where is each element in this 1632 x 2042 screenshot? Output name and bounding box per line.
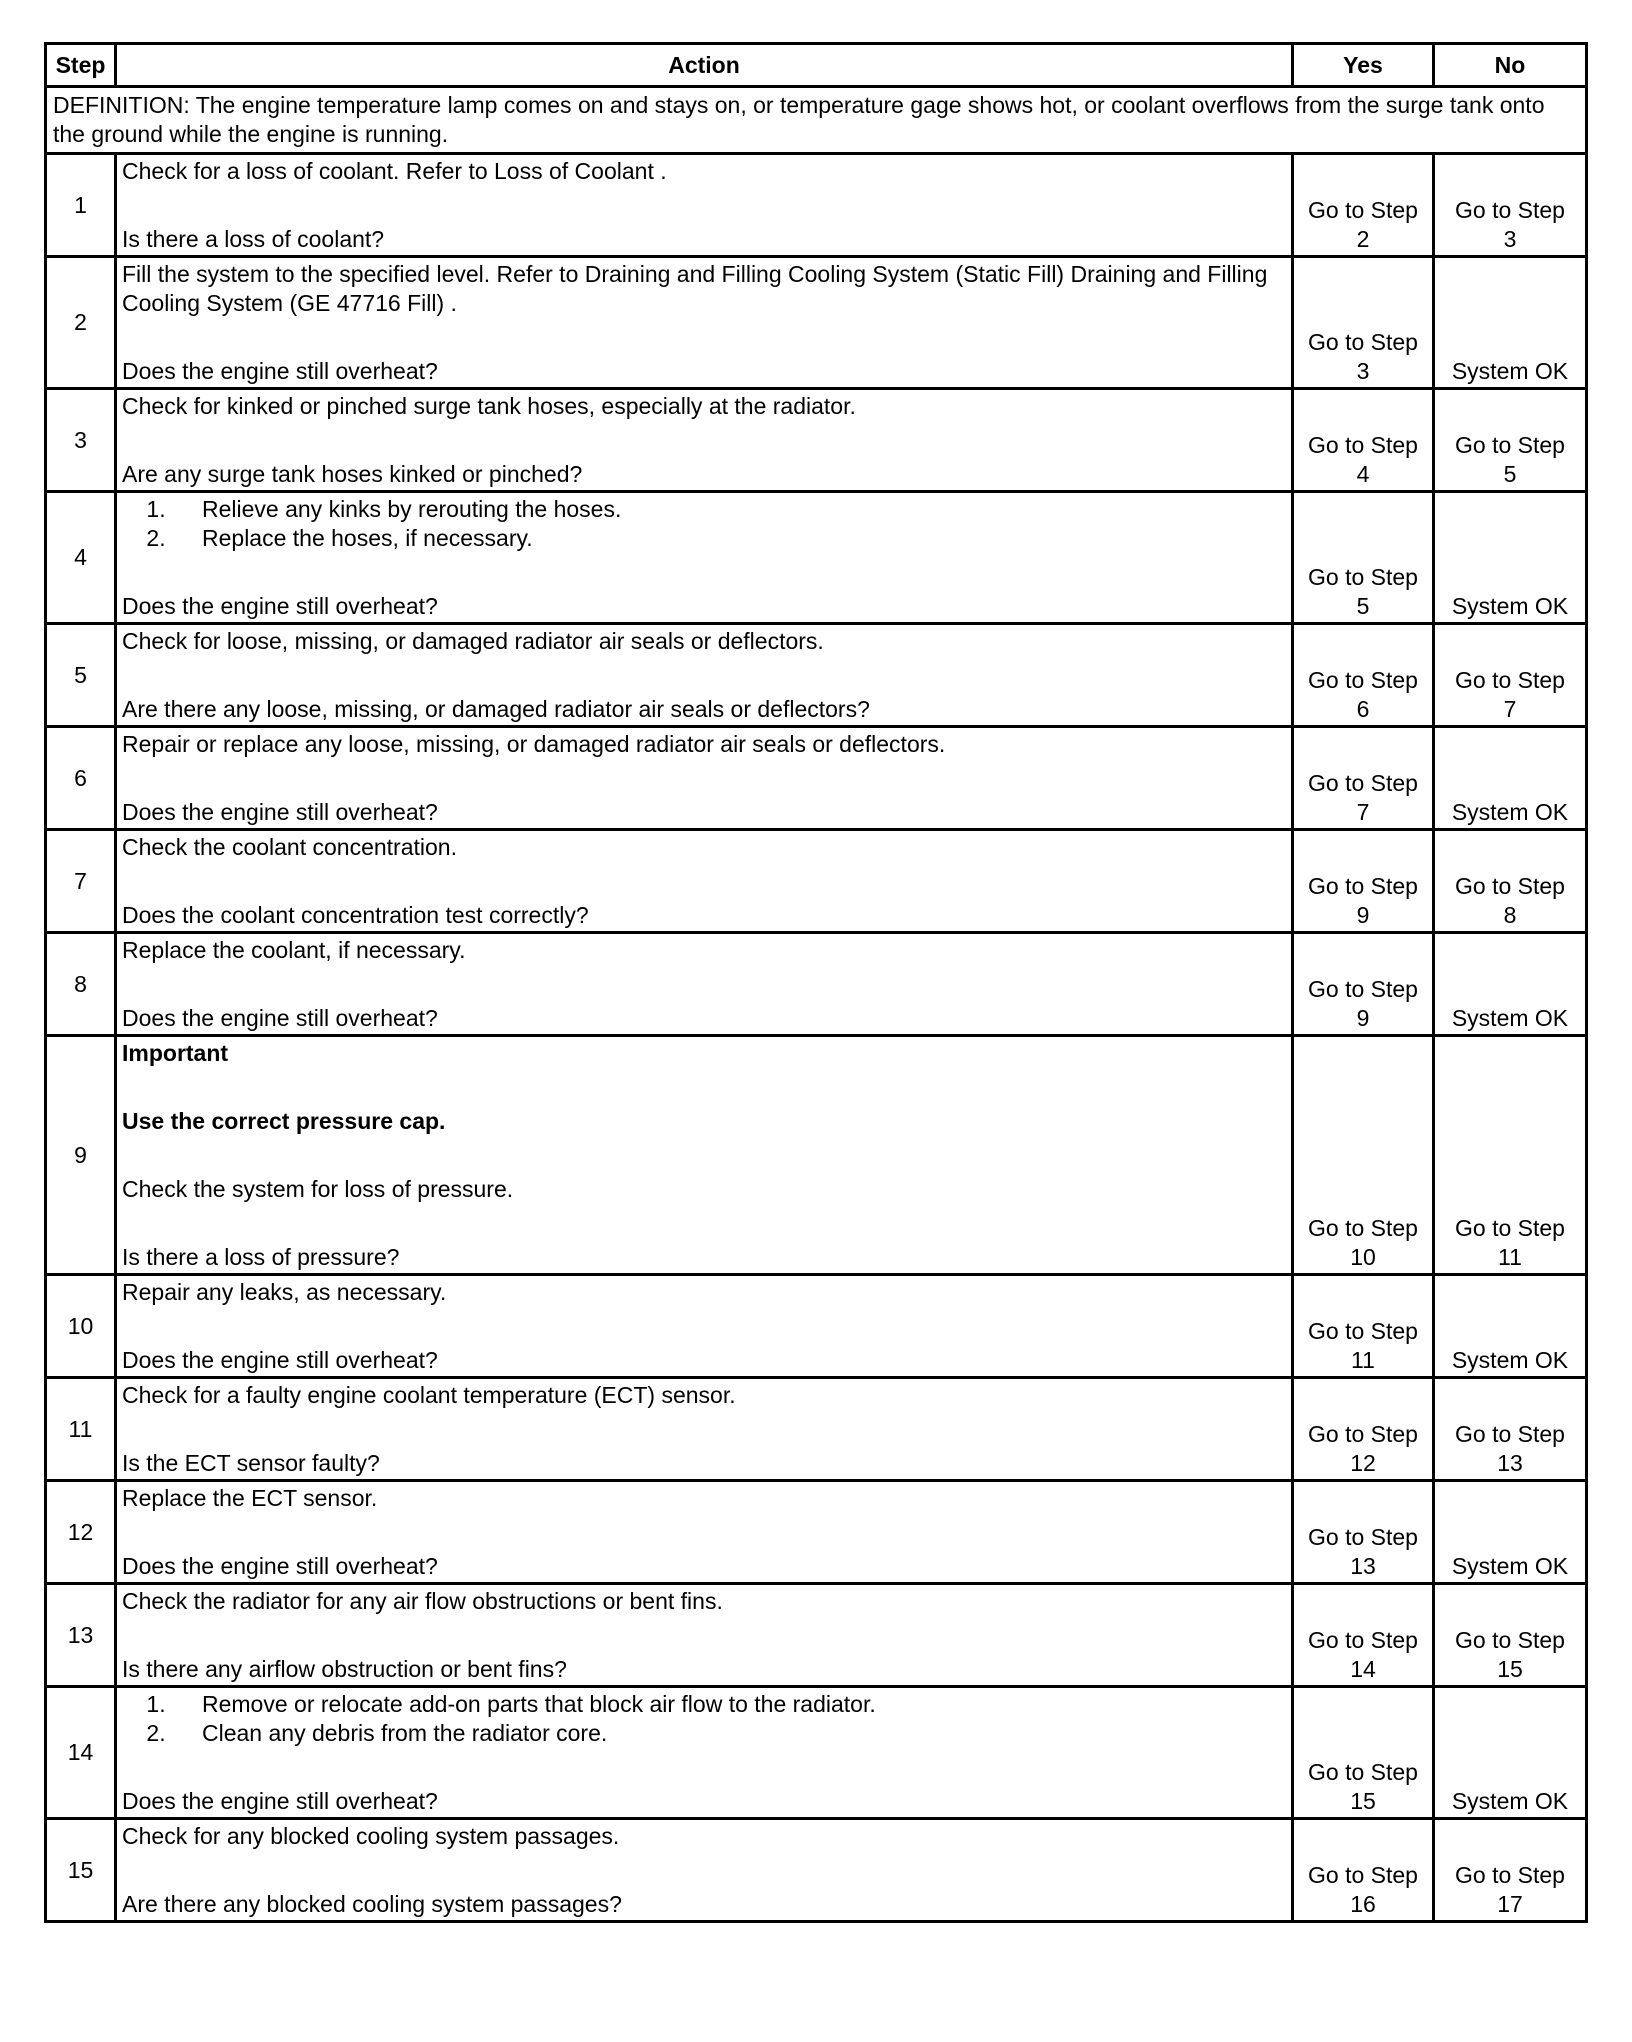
action-cell xyxy=(116,257,1293,389)
no-result xyxy=(1434,257,1587,389)
action-cell xyxy=(116,1481,1293,1584)
no-result xyxy=(1434,1819,1587,1922)
no-result xyxy=(1434,1481,1587,1584)
action-question: Does the engine still overheat? xyxy=(122,799,438,825)
step-number: 10 xyxy=(46,1275,116,1378)
action-question: Are there any loose, missing, or damaged radiator air seals or deflectors? xyxy=(122,696,870,722)
yes-result xyxy=(1293,389,1434,492)
step-number: 3 xyxy=(46,389,116,492)
no-result xyxy=(1434,1687,1587,1819)
no-result-label: Go to Step xyxy=(1455,1421,1565,1447)
header-action: Action xyxy=(116,44,1293,87)
no-result xyxy=(1434,1584,1587,1687)
action-question: Does the engine still overheat? xyxy=(122,593,438,619)
no-result-target: 8 xyxy=(1503,902,1517,928)
yes-result xyxy=(1293,624,1434,727)
table-row xyxy=(46,1481,1587,1584)
yes-result-label: Go to Step xyxy=(1308,1524,1418,1550)
spacer xyxy=(122,421,1286,460)
table-row xyxy=(46,830,1587,933)
yes-result xyxy=(1293,492,1434,624)
table-row xyxy=(46,492,1587,624)
no-result xyxy=(1434,1378,1587,1481)
yes-result-label: Go to Step xyxy=(1308,770,1418,796)
no-result-label: Go to Step xyxy=(1455,1627,1565,1653)
action-question: Does the coolant concentration test correctly? xyxy=(122,902,589,928)
yes-result-label: Go to Step xyxy=(1308,564,1418,590)
action-cell xyxy=(116,1275,1293,1378)
table-row xyxy=(46,1036,1587,1275)
yes-result-label: Go to Step xyxy=(1308,1862,1418,1888)
action-cell xyxy=(116,624,1293,727)
no-result xyxy=(1434,154,1587,257)
spacer xyxy=(122,1068,1286,1107)
important-heading: Important xyxy=(122,1040,229,1066)
action-text: Repair any leaks, as necessary. xyxy=(122,1279,447,1305)
yes-result xyxy=(1293,1275,1434,1378)
action-text: Check for loose, missing, or damaged radiator air seals or deflectors. xyxy=(122,628,824,654)
action-cell xyxy=(116,1687,1293,1819)
step-number: 8 xyxy=(46,933,116,1036)
action-question: Is there any airflow obstruction or bent fins? xyxy=(122,1656,567,1682)
no-result xyxy=(1434,624,1587,727)
step-number: 1 xyxy=(46,154,116,257)
substep-item: 2. Replace the hoses, if necessary. xyxy=(172,524,1286,553)
no-result-target: System OK xyxy=(1451,1788,1569,1814)
no-result-target: System OK xyxy=(1451,358,1569,384)
spacer xyxy=(122,656,1286,695)
table-row xyxy=(46,624,1587,727)
important-note: Use the correct pressure cap. xyxy=(122,1108,446,1134)
no-result xyxy=(1434,389,1587,492)
yes-result-label: Go to Step xyxy=(1308,873,1418,899)
yes-result-target: 2 xyxy=(1356,226,1370,252)
definition-text: DEFINITION: The engine temperature lamp comes on and stays on, or temperature gage shows hot, or coolant overflows from the surge tank onto the ground while the engine is running. xyxy=(46,87,1587,154)
no-result xyxy=(1434,492,1587,624)
action-question: Does the engine still overheat? xyxy=(122,1347,438,1373)
yes-result-target: 9 xyxy=(1356,902,1370,928)
header-step: Step xyxy=(46,44,116,87)
yes-result xyxy=(1293,933,1434,1036)
step-number: 6 xyxy=(46,727,116,830)
action-question: Are there any blocked cooling system passages? xyxy=(122,1891,622,1917)
action-cell xyxy=(116,1819,1293,1922)
action-cell xyxy=(116,389,1293,492)
table-row xyxy=(46,727,1587,830)
spacer xyxy=(122,1410,1286,1449)
definition-row xyxy=(46,87,1587,154)
action-text: Check the system for loss of pressure. xyxy=(122,1176,514,1202)
yes-result xyxy=(1293,727,1434,830)
header-no: No xyxy=(1434,44,1587,87)
table-row xyxy=(46,1584,1587,1687)
spacer xyxy=(122,759,1286,798)
spacer xyxy=(122,1307,1286,1346)
spacer xyxy=(122,1748,1286,1787)
yes-result-target: 16 xyxy=(1350,1891,1376,1917)
spacer xyxy=(122,553,1286,592)
yes-result-label: Go to Step xyxy=(1308,1421,1418,1447)
yes-result xyxy=(1293,1036,1434,1275)
no-result-target: 3 xyxy=(1503,226,1517,252)
no-result xyxy=(1434,933,1587,1036)
header-yes: Yes xyxy=(1293,44,1434,87)
action-question: Does the engine still overheat? xyxy=(122,1005,438,1031)
action-question: Is the ECT sensor faulty? xyxy=(122,1450,380,1476)
spacer xyxy=(122,1513,1286,1552)
action-text: Check the radiator for any air flow obstructions or bent fins. xyxy=(122,1588,723,1614)
yes-result xyxy=(1293,830,1434,933)
yes-result-label: Go to Step xyxy=(1308,1215,1418,1241)
diagnostic-table xyxy=(44,42,1588,1923)
no-result-target: System OK xyxy=(1451,1553,1569,1579)
yes-result xyxy=(1293,1687,1434,1819)
no-result-target: System OK xyxy=(1451,593,1569,619)
table-row xyxy=(46,1819,1587,1922)
action-text: Replace the coolant, if necessary. xyxy=(122,937,466,963)
yes-result-target: 6 xyxy=(1356,696,1370,722)
step-number: 2 xyxy=(46,257,116,389)
yes-result xyxy=(1293,1378,1434,1481)
action-text: Check for any blocked cooling system passages. xyxy=(122,1823,620,1849)
no-result-label: Go to Step xyxy=(1455,1862,1565,1888)
no-result-target: 15 xyxy=(1497,1656,1523,1682)
yes-result-label: Go to Step xyxy=(1308,432,1418,458)
step-number: 11 xyxy=(46,1378,116,1481)
yes-result-target: 14 xyxy=(1350,1656,1376,1682)
yes-result-label: Go to Step xyxy=(1308,1759,1418,1785)
table-row xyxy=(46,257,1587,389)
action-cell xyxy=(116,727,1293,830)
no-result-label: Go to Step xyxy=(1455,197,1565,223)
step-number: 7 xyxy=(46,830,116,933)
no-result-label: Go to Step xyxy=(1455,873,1565,899)
yes-result-target: 5 xyxy=(1356,593,1370,619)
yes-result-label: Go to Step xyxy=(1308,1627,1418,1653)
step-number: 15 xyxy=(46,1819,116,1922)
no-result xyxy=(1434,1036,1587,1275)
spacer xyxy=(122,1851,1286,1890)
yes-result-target: 11 xyxy=(1351,1347,1375,1373)
action-question: Does the engine still overheat? xyxy=(122,1788,438,1814)
action-question: Does the engine still overheat? xyxy=(122,1553,438,1579)
yes-result-target: 3 xyxy=(1356,358,1370,384)
no-result-label: Go to Step xyxy=(1455,432,1565,458)
action-cell xyxy=(116,1378,1293,1481)
table-row xyxy=(46,1275,1587,1378)
step-number: 12 xyxy=(46,1481,116,1584)
yes-result-target: 4 xyxy=(1356,461,1370,487)
yes-result-label: Go to Step xyxy=(1308,197,1418,223)
action-text: Check for a faulty engine coolant temperature (ECT) sensor. xyxy=(122,1382,736,1408)
table-row xyxy=(46,933,1587,1036)
action-text: Repair or replace any loose, missing, or damaged radiator air seals or deflectors. xyxy=(122,731,946,757)
table-row xyxy=(46,154,1587,257)
action-cell xyxy=(116,933,1293,1036)
yes-result xyxy=(1293,257,1434,389)
substep-item: 2. Clean any debris from the radiator core. xyxy=(172,1719,1286,1748)
table-row xyxy=(46,1378,1587,1481)
no-result-target: System OK xyxy=(1451,1347,1569,1373)
substep-list xyxy=(122,495,1286,553)
spacer xyxy=(122,862,1286,901)
step-number: 4 xyxy=(46,492,116,624)
substep-list xyxy=(122,1690,1286,1748)
spacer xyxy=(122,1616,1286,1655)
table-row xyxy=(46,389,1587,492)
yes-result-label: Go to Step xyxy=(1308,667,1418,693)
no-result-target: System OK xyxy=(1451,799,1569,825)
action-cell xyxy=(116,154,1293,257)
action-question: Are any surge tank hoses kinked or pinched? xyxy=(122,461,583,487)
no-result-label: Go to Step xyxy=(1455,667,1565,693)
yes-result xyxy=(1293,1819,1434,1922)
yes-result-label: Go to Step xyxy=(1308,329,1418,355)
yes-result xyxy=(1293,154,1434,257)
yes-result xyxy=(1293,1584,1434,1687)
action-text: Replace the ECT sensor. xyxy=(122,1485,378,1511)
no-result-target: 11 xyxy=(1498,1244,1522,1270)
yes-result-target: 15 xyxy=(1350,1788,1376,1814)
step-number: 5 xyxy=(46,624,116,727)
no-result-target: 7 xyxy=(1503,696,1517,722)
action-cell xyxy=(116,1584,1293,1687)
no-result-target: 5 xyxy=(1503,461,1517,487)
no-result xyxy=(1434,1275,1587,1378)
action-question: Does the engine still overheat? xyxy=(122,358,438,384)
yes-result-target: 13 xyxy=(1350,1553,1376,1579)
yes-result-target: 7 xyxy=(1356,799,1370,825)
yes-result-target: 10 xyxy=(1350,1244,1376,1270)
no-result-target: 13 xyxy=(1497,1450,1523,1476)
yes-result-target: 9 xyxy=(1356,1005,1370,1031)
yes-result-label: Go to Step xyxy=(1308,1318,1418,1344)
action-question: Is there a loss of pressure? xyxy=(122,1244,400,1270)
spacer xyxy=(122,318,1286,357)
action-cell xyxy=(116,492,1293,624)
substep-item: 1. Remove or relocate add-on parts that block air flow to the radiator. xyxy=(172,1690,1286,1719)
spacer xyxy=(122,1204,1286,1243)
diagnostic-sheet xyxy=(44,42,1585,1923)
step-number: 9 xyxy=(46,1036,116,1275)
yes-result-label: Go to Step xyxy=(1308,976,1418,1002)
yes-result-target: 12 xyxy=(1350,1450,1376,1476)
action-cell xyxy=(116,830,1293,933)
spacer xyxy=(122,186,1286,225)
action-text: Check the coolant concentration. xyxy=(122,834,457,860)
spacer xyxy=(122,965,1286,1004)
no-result-target: 17 xyxy=(1497,1891,1523,1917)
action-question: Is there a loss of coolant? xyxy=(122,226,385,252)
action-cell xyxy=(116,1036,1293,1275)
no-result-label: Go to Step xyxy=(1455,1215,1565,1241)
table-row xyxy=(46,1687,1587,1819)
no-result xyxy=(1434,727,1587,830)
substep-item: 1. Relieve any kinks by rerouting the hoses. xyxy=(172,495,1286,524)
no-result-target: System OK xyxy=(1451,1005,1569,1031)
spacer xyxy=(122,1136,1286,1175)
step-number: 14 xyxy=(46,1687,116,1819)
action-text: Check for a loss of coolant. Refer to Loss of Coolant . xyxy=(122,158,667,184)
step-number: 13 xyxy=(46,1584,116,1687)
yes-result xyxy=(1293,1481,1434,1584)
no-result xyxy=(1434,830,1587,933)
action-text: Fill the system to the specified level. Refer to Draining and Filling Cooling System (Static Fill) Draining and Filling Cooling System (GE 47716 Fill) . xyxy=(122,261,1268,316)
action-text: Check for kinked or pinched surge tank hoses, especially at the radiator. xyxy=(122,393,856,419)
header-row xyxy=(46,44,1587,87)
